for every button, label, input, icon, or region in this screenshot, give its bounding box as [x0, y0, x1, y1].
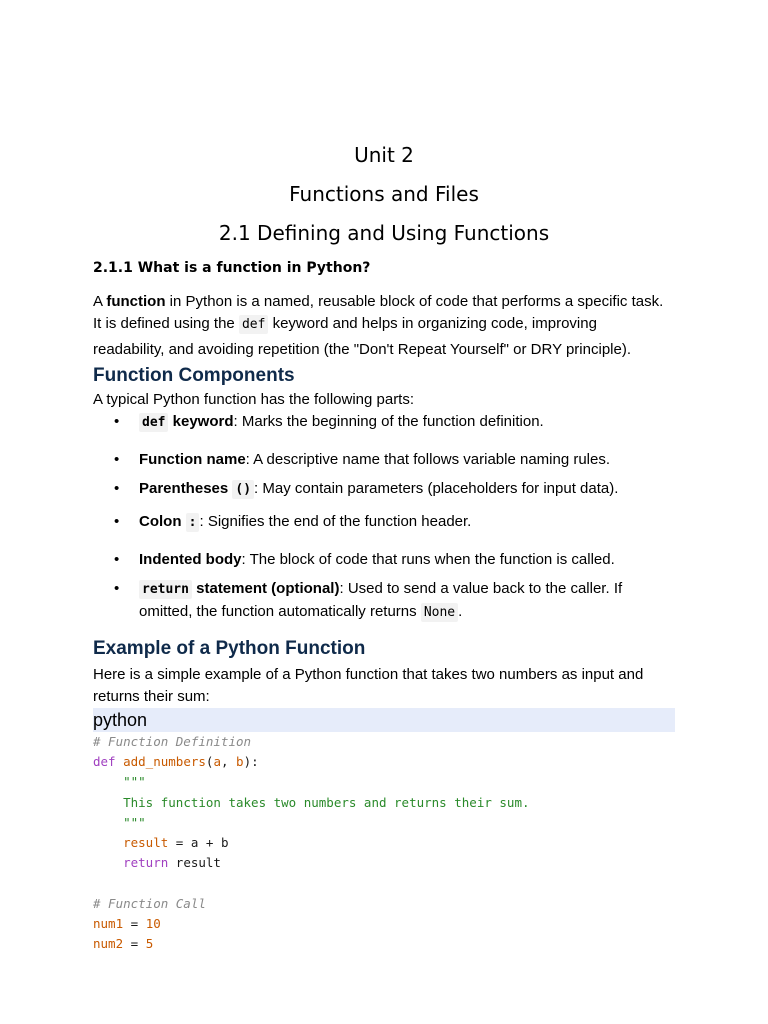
code-variable: result — [123, 835, 169, 851]
item-bold: Colon — [139, 513, 186, 530]
code-number: 5 — [145, 936, 154, 952]
intro-paragraph — [93, 291, 675, 361]
bullet-icon: • — [114, 480, 120, 497]
code-punct: = — [123, 936, 146, 952]
item-text: : Used to send a value back to the caller. If omitted, the function automatically returns — [139, 580, 623, 620]
item-bold: statement (optional) — [191, 580, 340, 597]
intro-text-3: keyword and helps in organizing code, improving — [268, 315, 597, 332]
code-docstring: This function takes two numbers and returns their sum. — [123, 794, 530, 810]
unit-title: Unit 2 — [354, 143, 414, 167]
section-title: 2.1 Defining and Using Functions — [218, 221, 550, 245]
item-text: : The block of code that runs when the function is called. — [241, 551, 615, 568]
item-bold: Function name — [139, 451, 246, 468]
code-language-label: python — [93, 708, 675, 732]
item-text: : Marks the beginning of the function definition. — [233, 413, 544, 430]
inline-code-none: None — [421, 603, 458, 622]
bullet-icon: • — [114, 513, 120, 530]
item-bold: Indented body — [139, 551, 242, 568]
bullet-icon: • — [114, 551, 120, 568]
inline-code: : — [186, 513, 200, 532]
components-intro: A typical Python function has the following parts: — [93, 391, 415, 408]
list-item — [93, 478, 675, 501]
example-heading: Example of a Python Function — [93, 638, 366, 659]
list-item — [93, 449, 675, 471]
code-keyword: return — [123, 855, 169, 871]
bullet-icon: • — [114, 451, 120, 468]
code-param: b — [236, 754, 244, 770]
code-punct: ): — [243, 754, 259, 770]
inline-code: def — [139, 413, 168, 432]
item-text-end: . — [458, 603, 463, 620]
inline-code: return — [139, 580, 192, 599]
item-bold: keyword — [168, 413, 234, 430]
title-block — [0, 140, 768, 248]
code-punct: ( — [205, 754, 214, 770]
item-text: : A descriptive name that follows variable naming rules. — [245, 451, 611, 468]
code-comment: # Function Definition — [93, 734, 252, 749]
example-intro: Here is a simple example of a Python function that takes two numbers as input and returns their sum: — [93, 666, 644, 705]
item-text: : Signifies the end of the function header. — [199, 513, 472, 530]
code-variable: num2 — [93, 936, 124, 952]
code-punct: = — [123, 915, 146, 931]
intro-text-2: in Python is a named, reusable block of code that performs a specific task. It is defined using the — [93, 293, 664, 332]
components-heading: Function Components — [93, 365, 295, 386]
code-block — [93, 732, 675, 954]
intro-bold-function: function — [106, 293, 166, 310]
inline-code: () — [232, 480, 254, 499]
subsection-title: 2.1.1 What is a function in Python? — [93, 260, 371, 276]
intro-text-1: A — [93, 293, 107, 310]
list-item — [93, 549, 675, 571]
unit-subtitle: Functions and Files — [289, 182, 479, 206]
item-text: : May contain parameters (placeholders for input data). — [254, 480, 619, 497]
components-list — [93, 411, 675, 624]
intro-code-def: def — [239, 315, 268, 334]
code-punct: , — [220, 754, 237, 770]
list-item — [93, 578, 675, 624]
intro-text-4: readability, and avoiding repetition (the "Don't Repeat Yourself" or DRY principle). — [93, 341, 631, 358]
code-keyword: def — [93, 754, 116, 770]
code-docquote: """ — [123, 774, 146, 790]
list-item — [93, 411, 675, 434]
code-variable: num1 — [93, 915, 124, 931]
list-item — [93, 511, 675, 534]
code-function-name: add_numbers — [123, 754, 206, 770]
bullet-icon: • — [114, 580, 120, 597]
item-bold: Parentheses — [139, 480, 233, 497]
code-expression: result — [168, 855, 221, 871]
code-docquote: """ — [123, 814, 146, 830]
code-number: 10 — [145, 915, 161, 931]
code-param: a — [213, 754, 221, 770]
code-comment: # Function Call — [93, 895, 206, 911]
code-expression: = a + b — [168, 835, 229, 851]
bullet-icon: • — [114, 413, 120, 430]
main-content — [93, 257, 675, 954]
